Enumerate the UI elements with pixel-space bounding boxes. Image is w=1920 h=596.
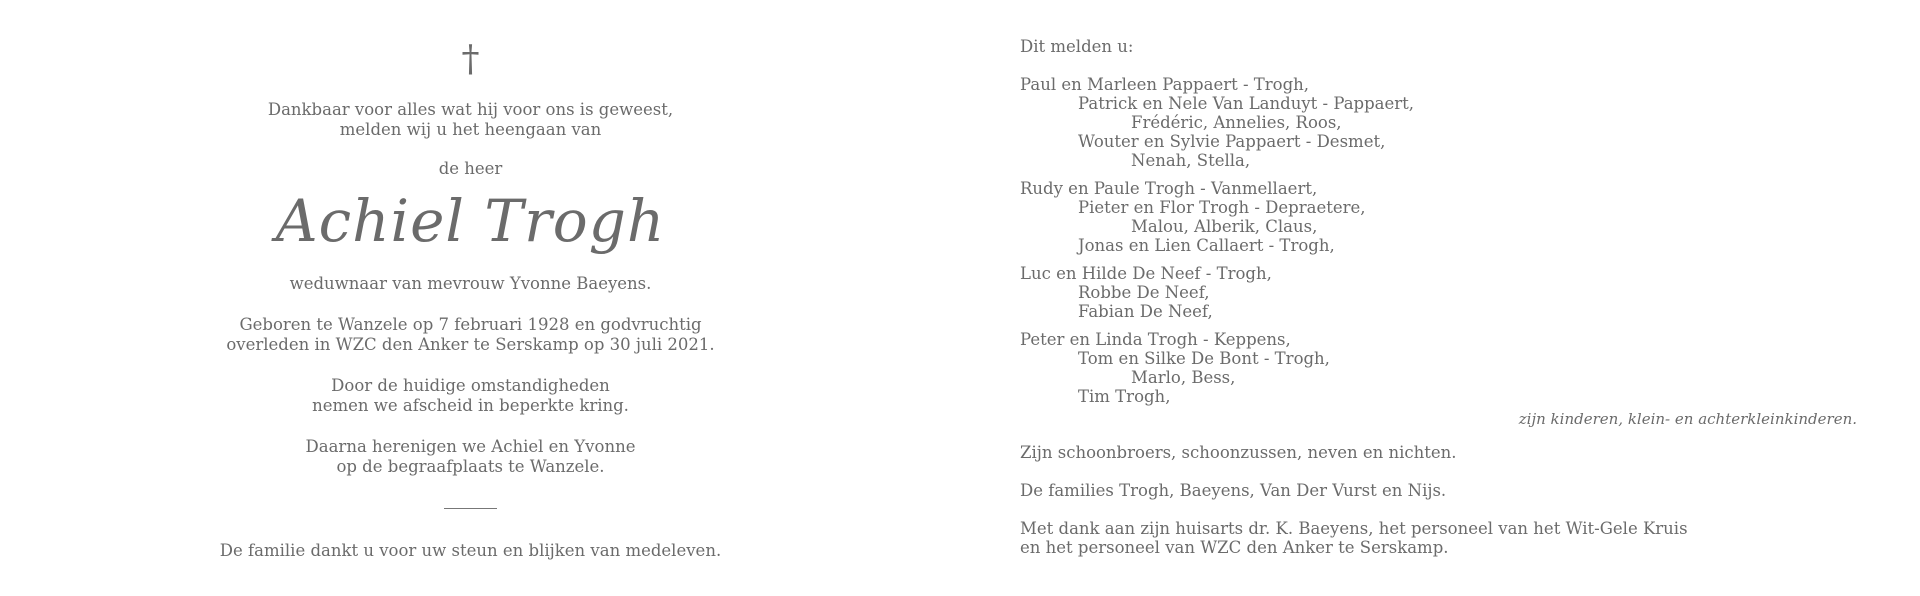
widower-text: weduwnaar van mevrouw Yvonne Baeyens. bbox=[289, 274, 652, 293]
family-line: Rudy en Paule Trogh - Vanmellaert, bbox=[1020, 179, 1318, 198]
family-line: Malou, Alberik, Claus, bbox=[1131, 217, 1318, 236]
announcement-heading: Dit melden u: bbox=[1020, 37, 1134, 56]
intro-line-1: Dankbaar voor alles wat hij voor ons is geweest, bbox=[267, 100, 674, 119]
cross-icon: † bbox=[461, 39, 480, 80]
intro-line-2: melden wij u het heengaan van bbox=[339, 119, 602, 139]
in-laws-text: Zijn schoonbroers, schoonzussen, neven en nichten. bbox=[1020, 443, 1457, 462]
family-line: Frédéric, Annelies, Roos, bbox=[1131, 113, 1342, 132]
family-line: Pieter en Flor Trogh - Depraetere, bbox=[1078, 198, 1366, 217]
birth-line-2: overleden in WZC den Anker te Serskamp op 30 juli 2021. bbox=[226, 334, 715, 354]
family-line: Luc en Hilde De Neef - Trogh, bbox=[1020, 264, 1272, 283]
farewell-line-2: nemen we afscheid in beperkte kring. bbox=[312, 395, 629, 415]
farewell-text bbox=[0, 376, 941, 415]
family-line: Nenah, Stella, bbox=[1131, 151, 1251, 170]
gratitude-line-1: Met dank aan zijn huisarts dr. K. Baeyens, het personeel van het Wit-Gele Kruis bbox=[1020, 519, 1688, 538]
family-line: Tom en Silke De Bont - Trogh, bbox=[1078, 349, 1330, 368]
birth-line-1: Geboren te Wanzele op 7 februari 1928 en godvruchtig bbox=[239, 315, 702, 334]
family-line: Marlo, Bess, bbox=[1131, 368, 1236, 387]
family-line: Patrick en Nele Van Landuyt - Pappaert, bbox=[1078, 94, 1415, 113]
birth-death-text bbox=[0, 315, 941, 354]
reunion-line-1: Daarna herenigen we Achiel en Yvonne bbox=[305, 437, 636, 456]
family-line: Wouter en Sylvie Pappaert - Desmet, bbox=[1078, 132, 1386, 151]
family-line: Tim Trogh, bbox=[1078, 387, 1171, 406]
thanks-text: De familie dankt u voor uw steun en blijken van medeleven. bbox=[219, 541, 722, 560]
family-line: Robbe De Neef, bbox=[1078, 283, 1210, 302]
family-line: Fabian De Neef, bbox=[1078, 302, 1213, 321]
family-line: Paul en Marleen Pappaert - Trogh, bbox=[1020, 75, 1310, 94]
family-line: Jonas en Lien Callaert - Trogh, bbox=[1078, 236, 1335, 255]
relation-note: zijn kinderen, klein- en achterkleinkinderen. bbox=[1518, 410, 1857, 428]
title-text: de heer bbox=[438, 159, 503, 178]
families-text: De families Trogh, Baeyens, Van Der Vurst en Nijs. bbox=[1020, 481, 1447, 500]
farewell-line-1: Door de huidige omstandigheden bbox=[331, 376, 610, 395]
reunion-text bbox=[0, 437, 941, 476]
deceased-name: Achiel Trogh bbox=[275, 187, 666, 255]
gratitude-line-2: en het personeel van WZC den Anker te Serskamp. bbox=[1020, 538, 1449, 557]
family-line: Peter en Linda Trogh - Keppens, bbox=[1020, 330, 1291, 349]
reunion-line-2: op de begraafplaats te Wanzele. bbox=[336, 456, 605, 476]
divider-line bbox=[444, 508, 497, 509]
intro-text bbox=[0, 100, 941, 139]
